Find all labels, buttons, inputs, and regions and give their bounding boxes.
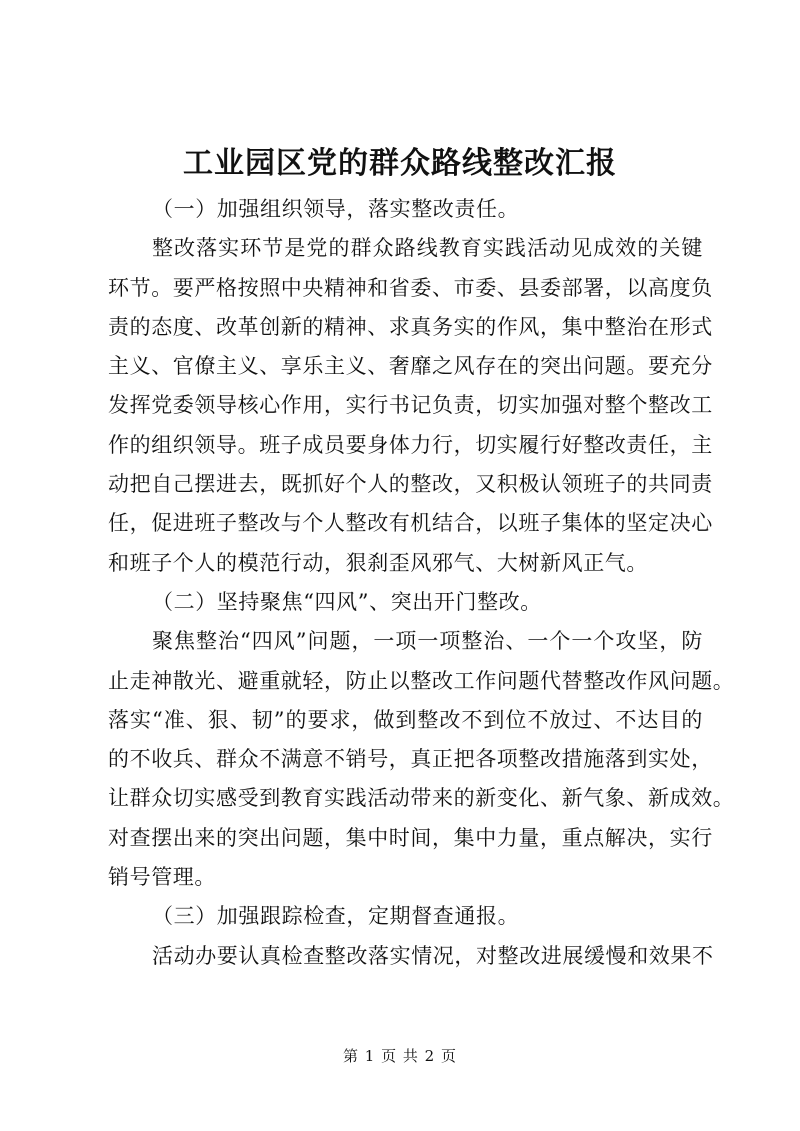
paragraph-line: 作的组织领导。班子成员要身体力行，切实履行好整改责任，主 — [108, 432, 713, 457]
page-number: 第 1 页 共 2 页 — [343, 1047, 457, 1065]
paragraph-line: 和班子个人的模范行动，狠刹歪风邪气、大树新风正气。 — [108, 550, 648, 575]
paragraph-line: 的不收兵、群众不满意不销号，真正把各项整改措施落到实处， — [108, 747, 713, 772]
paragraph-line: 落实“准、狠、韧”的要求，做到整改不到位不放过、不达目的 — [108, 707, 703, 732]
section-heading-3: （三）加强跟踪检查，定期督查通报。 — [152, 904, 520, 929]
paragraph-line: 对查摆出来的突出问题，集中时间，集中力量，重点解决，实行 — [108, 825, 713, 850]
paragraph-line: 环节。要严格按照中央精神和省委、市委、县委部署，以高度负 — [108, 275, 713, 300]
document-body — [108, 190, 735, 976]
paragraph-line: 止走神散光、避重就轻，防止以整改工作问题代替整改作风问题。 — [108, 668, 735, 693]
paragraph-line: 聚焦整治“四风”问题，一项一项整治、一个一个攻坚，防 — [152, 629, 703, 654]
paragraph-line: 让群众切实感受到教育实践活动带来的新变化、新气象、新成效。 — [108, 786, 735, 811]
section-heading-2: （二）坚持聚焦“四风”、突出开门整改。 — [152, 589, 542, 614]
paragraph-line: 责的态度、改革创新的精神、求真务实的作风，集中整治在形式 — [108, 314, 713, 339]
paragraph-line: 任，促进班子整改与个人整改有机结合，以班子集体的坚定决心 — [108, 511, 713, 536]
paragraph-line: 发挥党委领导核心作用，实行书记负责，切实加强对整个整改工 — [108, 393, 713, 418]
document-title: 工业园区党的群众路线整改汇报 — [183, 146, 617, 181]
paragraph-line: 动把自己摆进去，既抓好个人的整改，又积极认领班子的共同责 — [108, 472, 713, 497]
paragraph-line: 活动办要认真检查整改落实情况，对整改进展缓慢和效果不 — [152, 943, 714, 968]
paragraph-line: 主义、官僚主义、享乐主义、奢靡之风存在的突出问题。要充分 — [108, 354, 713, 379]
paragraph-line: 销号管理。 — [108, 865, 216, 890]
paragraph-line: 整改落实环节是党的群众路线教育实践活动见成效的关键 — [152, 236, 703, 261]
section-heading-1: （一）加强组织领导，落实整改责任。 — [152, 197, 520, 221]
